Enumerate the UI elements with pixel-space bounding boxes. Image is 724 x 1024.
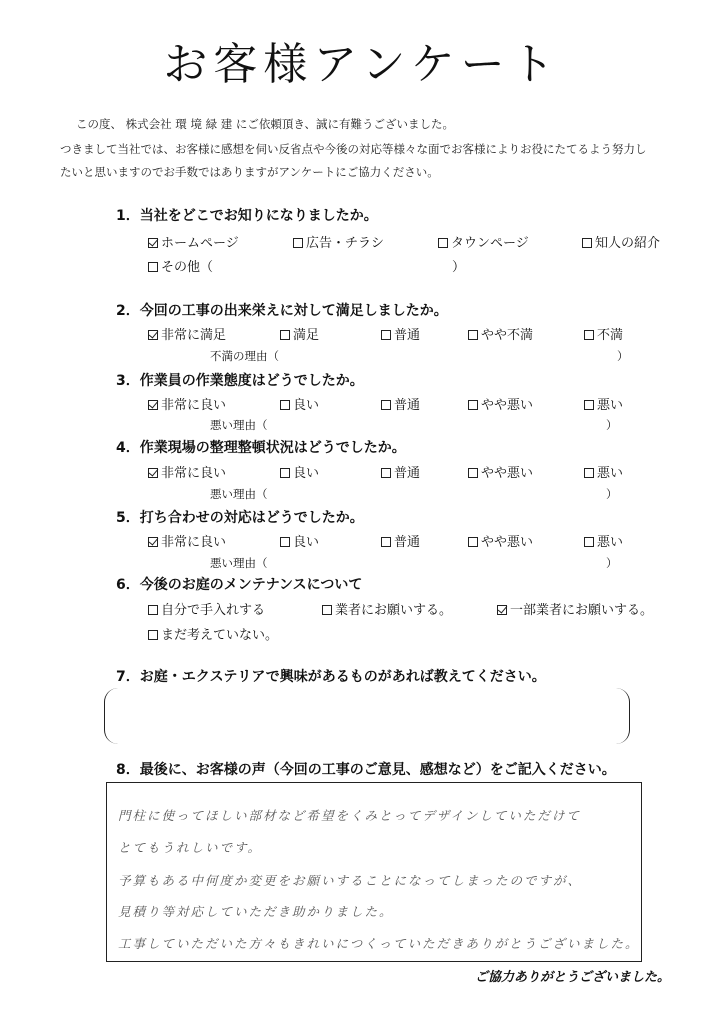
q6-option-undecided[interactable]: まだ考えていない。 bbox=[148, 624, 278, 643]
q4-option-very-good[interactable]: 非常に良い bbox=[148, 462, 226, 481]
q5-option-very-good[interactable]: 非常に良い bbox=[148, 531, 226, 550]
question-5: 5．打ち合わせの対応はどうでしたか。 bbox=[116, 510, 364, 526]
checkbox-icon bbox=[584, 537, 594, 547]
checkbox-icon bbox=[381, 468, 391, 478]
q4-option-bad[interactable]: 悪い bbox=[584, 462, 623, 481]
checkbox-icon bbox=[582, 238, 592, 248]
checkbox-icon bbox=[381, 537, 391, 547]
q7-answer-area[interactable] bbox=[104, 688, 630, 744]
thanks-text: ご協力ありがとうございました。 bbox=[474, 970, 670, 985]
q3-option-bad[interactable]: 悪い bbox=[584, 394, 623, 413]
intro-line-1: この度、 株式会社 環 境 緑 建 にご依頼頂き、誠に有難うございました。 bbox=[76, 117, 454, 131]
q2-option-slightly-dissatisfied[interactable]: やや不満 bbox=[468, 324, 533, 343]
intro-line-2: つきまして当社では、お客様に感想を伺い反省点や今後の対応等様々な面でお客様によりお役にたてるよう努力し bbox=[60, 142, 647, 156]
checkbox-checked-icon bbox=[148, 468, 158, 478]
checkbox-icon bbox=[468, 468, 478, 478]
checkbox-icon bbox=[381, 330, 391, 340]
q1-option-townpage[interactable]: タウンページ bbox=[438, 232, 529, 251]
q5-reason-label: 悪い理由（ bbox=[210, 556, 268, 570]
checkbox-icon bbox=[148, 630, 158, 640]
q1-option-referral[interactable]: 知人の紹介 bbox=[582, 232, 660, 251]
checkbox-icon bbox=[280, 400, 290, 410]
checkbox-icon bbox=[148, 262, 158, 272]
checkbox-icon bbox=[438, 238, 448, 248]
checkbox-icon bbox=[468, 537, 478, 547]
q4-option-good[interactable]: 良い bbox=[280, 462, 319, 481]
q6-option-contractor[interactable]: 業者にお願いする。 bbox=[322, 599, 452, 618]
handwritten-line-5: 工事していただいた方々もきれいにつくっていただきありがとうございました。 bbox=[118, 936, 640, 951]
q6-option-self[interactable]: 自分で手入れする bbox=[148, 599, 265, 618]
checkbox-icon bbox=[322, 605, 332, 615]
checkbox-icon bbox=[468, 330, 478, 340]
handwritten-line-1: 門柱に使ってほしい部材など希望をくみとってデザインしていただけて bbox=[118, 808, 581, 823]
q3-option-good[interactable]: 良い bbox=[280, 394, 319, 413]
q3-reason-label: 悪い理由（ bbox=[210, 418, 268, 432]
checkbox-checked-icon bbox=[148, 238, 158, 248]
q2-option-normal[interactable]: 普通 bbox=[381, 324, 420, 343]
checkbox-icon bbox=[584, 330, 594, 340]
checkbox-icon bbox=[468, 400, 478, 410]
question-8: 8．最後に、お客様の声（今回の工事のご意見、感想など）をご記入ください。 bbox=[116, 762, 616, 778]
q2-option-dissatisfied[interactable]: 不満 bbox=[584, 324, 623, 343]
q4-reason-label: 悪い理由（ bbox=[210, 487, 268, 501]
q5-option-bad[interactable]: 悪い bbox=[584, 531, 623, 550]
checkbox-checked-icon bbox=[497, 605, 507, 615]
intro-line-3: たいと思いますのでお手数ではありますがアンケートにご協力ください。 bbox=[60, 165, 439, 179]
checkbox-checked-icon bbox=[148, 400, 158, 410]
q2-option-satisfied[interactable]: 満足 bbox=[280, 324, 319, 343]
checkbox-icon bbox=[280, 330, 290, 340]
q3-option-very-good[interactable]: 非常に良い bbox=[148, 394, 226, 413]
question-6: 6．今後のお庭のメンテナンスについて bbox=[116, 577, 363, 593]
page-title: お客様アンケート bbox=[163, 39, 561, 90]
q5-close-paren: ） bbox=[606, 556, 618, 570]
q1-option-other[interactable]: その他（ bbox=[148, 256, 213, 275]
q3-option-slightly-bad[interactable]: やや悪い bbox=[468, 394, 533, 413]
q5-option-good[interactable]: 良い bbox=[280, 531, 319, 550]
q1-option-homepage[interactable]: ホームページ bbox=[148, 232, 239, 251]
q4-option-normal[interactable]: 普通 bbox=[381, 462, 420, 481]
question-3: 3．作業員の作業態度はどうでしたか。 bbox=[116, 373, 364, 389]
handwritten-line-3: 予算もある中何度か変更をお願いすることになってしまったのですが、 bbox=[118, 873, 583, 888]
checkbox-icon bbox=[584, 468, 594, 478]
checkbox-icon bbox=[293, 238, 303, 248]
q6-option-partial-contractor[interactable]: 一部業者にお願いする。 bbox=[497, 599, 653, 618]
checkbox-icon bbox=[280, 537, 290, 547]
q4-option-slightly-bad[interactable]: やや悪い bbox=[468, 462, 533, 481]
checkbox-icon bbox=[381, 400, 391, 410]
question-4: 4．作業現場の整理整頓状況はどうでしたか。 bbox=[116, 440, 406, 456]
q5-option-normal[interactable]: 普通 bbox=[381, 531, 420, 550]
checkbox-icon bbox=[584, 400, 594, 410]
q4-close-paren: ） bbox=[606, 487, 618, 501]
q1-close-paren: ） bbox=[452, 260, 466, 275]
checkbox-checked-icon bbox=[148, 537, 158, 547]
question-2: 2．今回の工事の出来栄えに対して満足しましたか。 bbox=[116, 303, 448, 319]
handwritten-line-4: 見積り等対応していただき助かりました。 bbox=[118, 904, 394, 919]
q1-option-flyer[interactable]: 広告・チラシ bbox=[293, 232, 384, 251]
checkbox-icon bbox=[148, 605, 158, 615]
q5-option-slightly-bad[interactable]: やや悪い bbox=[468, 531, 533, 550]
checkbox-icon bbox=[280, 468, 290, 478]
q2-close-paren: ） bbox=[617, 349, 629, 363]
handwritten-line-2: とてもうれしいです。 bbox=[118, 840, 263, 855]
question-1: 1．当社をどこでお知りになりましたか。 bbox=[116, 208, 378, 224]
q3-option-normal[interactable]: 普通 bbox=[381, 394, 420, 413]
q2-option-very-satisfied[interactable]: 非常に満足 bbox=[148, 324, 226, 343]
question-7: 7．お庭・エクステリアで興味があるものがあれば教えてください。 bbox=[116, 669, 546, 685]
checkbox-checked-icon bbox=[148, 330, 158, 340]
q2-reason-label: 不満の理由（ bbox=[210, 349, 279, 363]
q3-close-paren: ） bbox=[606, 418, 618, 432]
